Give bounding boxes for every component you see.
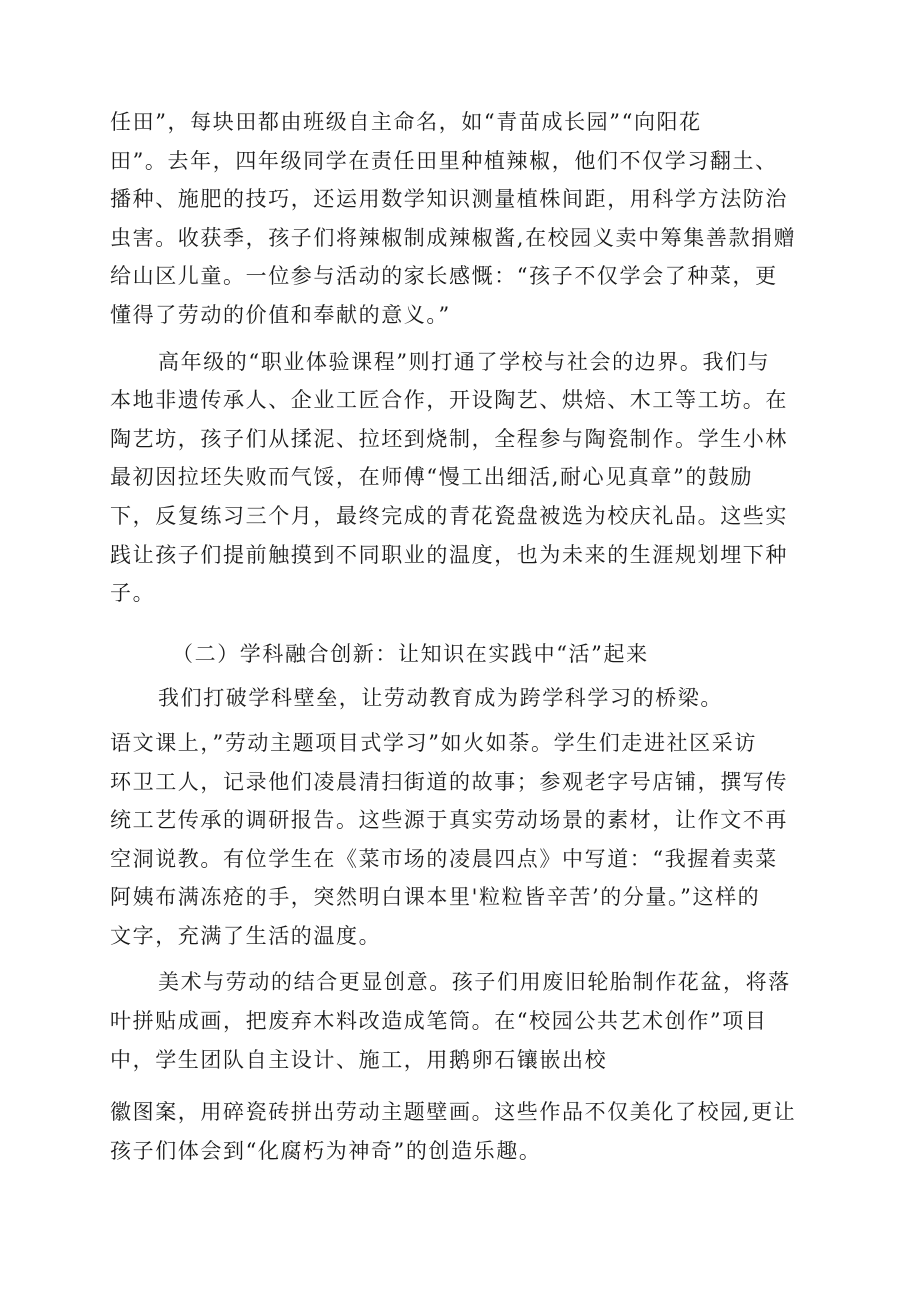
text-line: 践让孩子们提前触摸到不同职业的温度，也为未来的生涯规划埋下种 [110, 542, 788, 567]
text-line: 本地非遗传承人、企业工匠合作，开设陶艺、烘焙、木工等工坊。在 [110, 388, 788, 413]
text-line: 孩子们体会到“化腐朽为神奇”的创造乐趣。 [110, 1138, 542, 1163]
paragraph-1 [110, 103, 822, 335]
section-heading-text: （二）学科融合创新：让知识在实践中“活”起来 [172, 641, 649, 666]
text-line: 中，学生团队自主设计、施工，用鹅卵石镶嵌出校 [110, 1047, 608, 1072]
text-line: 任田”，每块田都由班级自主命名，如“青苗成长园”“向阳花 [110, 110, 702, 134]
text-line: 田”。去年，四年级同学在责任田里种植辣椒，他们不仅学习翻土、 [110, 148, 778, 173]
text-line: 环卫工人，记录他们凌晨清扫街道的故事；参观老字号店铺，撰写传 [110, 769, 788, 794]
paragraph-3-intro [110, 679, 822, 718]
text-line: 懂得了劳动的价值和奉献的意义。” [110, 302, 451, 327]
text-line: 语文课上，”劳动主题项目式学习”如火如荼。学生们走进社区采访 [110, 730, 757, 755]
text-line: 陶艺坊，孩子们从揉泥、拉坯到烧制，全程参与陶瓷制作。学生小林 [110, 426, 788, 451]
text-line: 空洞说教。有位学生在《菜市场的凌晨四点》中写道：“我握着卖菜 [110, 846, 778, 871]
text-line: 我们打破学科壁垒，让劳动教育成为跨学科学习的桥梁。 [158, 686, 723, 711]
text-line: 高年级的“职业体验课程”则打通了学校与社会的边界。我们与 [158, 349, 771, 374]
text-line: 徽图案，用碎瓷砖拼出劳动主题壁画。这些作品不仅美化了校园,更让 [110, 1100, 797, 1125]
paragraph-3 [110, 724, 822, 956]
paragraph-4 [110, 963, 822, 1079]
paragraph-2 [110, 343, 822, 613]
text-line: 虫害。收获季，孩子们将辣椒制成辣椒酱,在校园义卖中筹集善款捐赠 [110, 225, 797, 250]
text-line: 子。 [110, 581, 156, 606]
text-line: 阿姨布满冻疮的手，突然明白课本里'粒粒皆辛苦’的分量。”这样的 [110, 885, 761, 910]
text-line: 下，反复练习三个月，最终完成的青花瓷盘被选为校庆礼品。这些实 [110, 503, 788, 528]
text-line: 美术与劳动的结合更显创意。孩子们用废旧轮胎制作花盆，将落 [158, 970, 791, 995]
text-line: 播种、施肥的技巧，还运用数学知识测量植株间距，用科学方法防治 [110, 187, 788, 212]
text-line: 统工艺传承的调研报告。这些源于真实劳动场景的素材，让作文不再 [110, 808, 788, 833]
text-line: 给山区儿童。一位参与活动的家长感慨：“孩子不仅学会了种菜，更 [110, 264, 778, 289]
text-line: 叶拼贴成画，把废弃木料改造成笔筒。在“校园公共艺术创作”项目 [110, 1009, 768, 1034]
paragraph-5 [110, 1093, 822, 1170]
section-heading [110, 635, 822, 674]
document-body [110, 103, 822, 1170]
text-line: 最初因拉坯失败而气馁，在师傅“慢工出细活,耐心见真章”的鼓励 [110, 465, 754, 490]
text-line: 文字，充满了生活的温度。 [110, 923, 382, 948]
